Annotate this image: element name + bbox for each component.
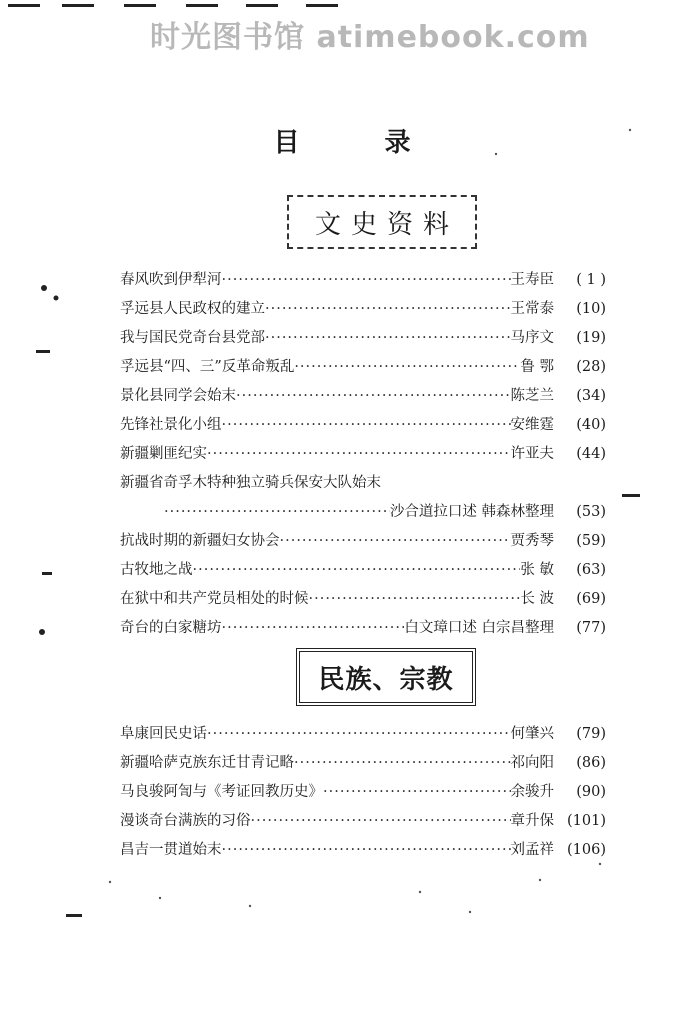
speck (249, 905, 251, 907)
toc-entry[interactable] (120, 527, 606, 556)
entry-page (554, 469, 606, 498)
entry-page: (44) (576, 446, 606, 462)
toc-entry[interactable] (120, 778, 606, 807)
entry-page: (59) (576, 533, 606, 549)
entry-page: (69) (576, 591, 606, 607)
entry-author: 贾秀琴 (510, 533, 554, 549)
leader-dots (193, 556, 521, 585)
leader-dots (265, 324, 511, 353)
entry-author: 白文璋口述 白宗昌整理 (404, 620, 554, 636)
toc-entry[interactable] (120, 749, 606, 778)
toc-entry[interactable] (120, 585, 606, 614)
entry-page: (19) (576, 330, 606, 346)
entry-title: 新疆哈萨克族东迁甘青记略 (120, 755, 294, 771)
toc-list-wenshi (120, 266, 606, 643)
entry-author: 鲁 鄂 (520, 359, 554, 375)
entry-title: 先锋社景化小组 (120, 417, 222, 433)
scan-mark (124, 4, 156, 7)
leader-dots (323, 778, 511, 807)
leader-dots (222, 614, 405, 643)
speck (66, 914, 82, 917)
speck (42, 572, 52, 575)
toc-entry[interactable] (120, 266, 606, 295)
leader-dots (236, 382, 511, 411)
entry-author: 刘孟祥 (510, 842, 554, 858)
entry-page: (90) (576, 784, 606, 800)
entry-page: (77) (576, 620, 606, 636)
entry-author: 何肇兴 (510, 726, 554, 742)
speck (539, 879, 541, 881)
leader-dots (294, 749, 511, 778)
entry-title: 奇台的白家糖坊 (120, 620, 222, 636)
speck (54, 296, 59, 301)
entry-title: 孚远县人民政权的建立 (120, 301, 265, 317)
leader-dots (207, 440, 511, 469)
toc-entry[interactable] (120, 382, 606, 411)
watermark: 时光图书馆 atimebook.com (150, 20, 590, 55)
speck (39, 629, 45, 635)
entry-title: 我与国民党奇台县党部 (120, 330, 265, 346)
section-heading-minzu: 民族、宗教 (296, 648, 476, 706)
speck (469, 911, 471, 913)
section-heading-wenshi: 文史资料 (287, 195, 477, 249)
leader-dots (251, 807, 511, 836)
entry-title: 在狱中和共产党员相处的时候 (120, 591, 309, 607)
entry-author: 陈芝兰 (510, 388, 554, 404)
toc-entry[interactable] (120, 614, 606, 643)
toc-entry[interactable] (120, 556, 606, 585)
toc-entry[interactable] (120, 720, 606, 749)
top-strip (0, 0, 684, 60)
entry-page: (63) (576, 562, 606, 578)
entry-author: 安维霆 (510, 417, 554, 433)
speck (41, 285, 47, 291)
entry-title: 马良骏阿訇与《考证回教历史》 (120, 784, 323, 800)
scan-mark (246, 4, 278, 7)
entry-page: (106) (567, 842, 606, 858)
page-title: 目 录 (273, 128, 449, 158)
entry-title: 景化县同学会始末 (120, 388, 236, 404)
leader-dots (280, 527, 511, 556)
leader-dots (381, 469, 554, 498)
entry-page: (10) (576, 301, 606, 317)
entry-title: 漫谈奇台满族的习俗 (120, 813, 251, 829)
toc-entry[interactable] (120, 469, 606, 498)
leader-dots (164, 498, 390, 527)
speck (419, 891, 421, 893)
leader-dots (309, 585, 521, 614)
leader-dots (222, 266, 511, 295)
toc-entry[interactable] (120, 324, 606, 353)
entry-page: ( 1 ) (576, 272, 606, 288)
leader-dots (294, 353, 520, 382)
toc-entry[interactable] (120, 807, 606, 836)
entry-title: 抗战时期的新疆妇女协会 (120, 533, 280, 549)
speck (36, 350, 50, 353)
entry-author: 长 波 (520, 591, 554, 607)
entry-page: (79) (576, 726, 606, 742)
entry-author: 王寿臣 (510, 272, 554, 288)
toc-entry-continuation[interactable] (120, 498, 606, 527)
entry-author: 祁向阳 (510, 755, 554, 771)
entry-author: 沙合道拉口述 韩森林整理 (389, 504, 554, 520)
entry-author: 马序文 (510, 330, 554, 346)
entry-title: 新疆剿匪纪实 (120, 446, 207, 462)
entry-page: (40) (576, 417, 606, 433)
entry-page: (28) (576, 359, 606, 375)
entry-page: (101) (567, 813, 606, 829)
entry-title: 古牧地之战 (120, 562, 193, 578)
entry-author: 章升保 (510, 813, 554, 829)
scan-mark (62, 4, 94, 7)
toc-entry[interactable] (120, 353, 606, 382)
leader-dots (222, 836, 511, 865)
entry-author: 王常泰 (510, 301, 554, 317)
entry-author: 张 敏 (520, 562, 554, 578)
leader-dots (222, 411, 511, 440)
speck (109, 881, 111, 883)
leader-dots (207, 720, 511, 749)
toc-entry[interactable] (120, 411, 606, 440)
scan-mark (186, 4, 218, 7)
leader-dots (265, 295, 511, 324)
entry-author: 许亚夫 (510, 446, 554, 462)
entry-title: 阜康回民史话 (120, 726, 207, 742)
toc-entry[interactable] (120, 295, 606, 324)
entry-page: (86) (576, 755, 606, 771)
scan-mark (8, 4, 40, 7)
toc-list-minzu (120, 720, 606, 865)
speck (622, 494, 640, 497)
toc-entry[interactable] (120, 836, 606, 865)
speck (159, 897, 161, 899)
scan-mark (306, 4, 338, 7)
entry-page: (53) (576, 504, 606, 520)
entry-author: 余骏升 (510, 784, 554, 800)
entry-title: 新疆省奇孚木特种独立骑兵保安大队始末 (120, 475, 381, 491)
entry-title: 昌吉一贯道始末 (120, 842, 222, 858)
entry-page: (34) (576, 388, 606, 404)
toc-entry[interactable] (120, 440, 606, 469)
entry-title: 春风吹到伊犁河 (120, 272, 222, 288)
entry-title: 孚远县“四、三”反革命叛乱 (120, 359, 295, 375)
